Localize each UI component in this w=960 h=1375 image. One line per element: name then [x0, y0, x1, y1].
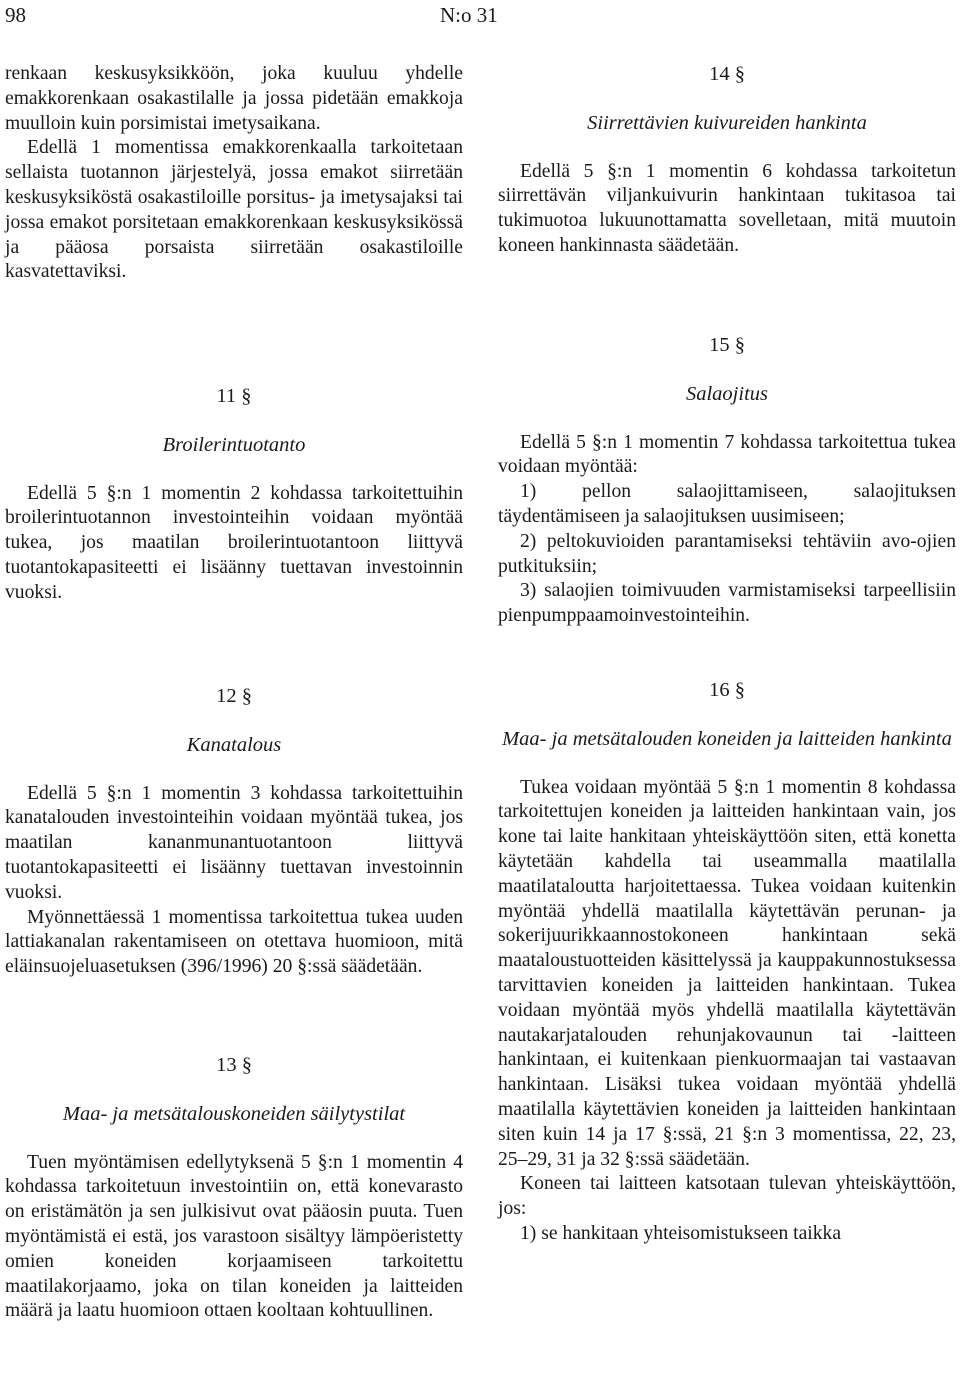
list-item: 3) salaojien toimivuuden varmistamiseksi tarpeellisiin pienpumppaamoinvestointeihin. [498, 580, 956, 627]
paragraph: Edellä 5 §:n 1 momentin 3 kohdassa tarkoitettuihin kanatalouden investointeihin voidaan myöntää tukea, jos maatilan kananmunantuotantoon liittyvä tuotantokapasiteetti ei lisäänny tuettavan investoinnin vuoksi. [5, 782, 463, 903]
paragraph: Koneen tai laitteen katsotaan tulevan yhteiskäyttöön, jos: [498, 1173, 956, 1220]
section-13 [5, 1053, 463, 1324]
paragraph: Edellä 5 §:n 1 momentin 7 kohdassa tarkoitettua tukea voidaan myöntää: [498, 431, 956, 478]
section-number: 12 § [216, 685, 252, 707]
paragraph: Tuen myöntämisen edellytyksenä 5 §:n 1 momentin 4 kohdassa tarkoitetuun investointiin on, että konevarasto on eristämätön ja sen julkisivut ovat pääosin puuta. Tuen myöntämistä ei estä, jos varastoon sisältyy lämpöeristetty omien koneiden korjaamiseen tarkoitettu maatilakorjaamo, joka on tilan koneiden ja laitteiden määrä ja laatu huomioon ottaen kooltaan kohtuullinen. [5, 1151, 463, 1322]
section-16 [498, 678, 956, 1247]
paragraph: renkaan keskusyksikköön, joka kuuluu yhdelle emakkorenkaan osakastilalle ja jossa pidetään emakkoja muulloin kuin porsimistai imetysaikana. [5, 63, 463, 134]
section-heading: Broilerintuotanto [162, 433, 306, 456]
paragraph: Edellä 1 momentissa emakkorenkaalla tarkoitetaan sellaista tuotannon järjestelyä, jossa emakot siirretään keskusyksiköstä osakastiloille porsitus- ja imetysajaksi tai jossa emakot porsitetaan emakkorenkaan keskusyksikössä ja pääosa porsaista siirretään osakastiloille kasvatettaviksi. [5, 137, 463, 283]
paragraph: Edellä 5 §:n 1 momentin 2 kohdassa tarkoitettuihin broilerintuotannon investointeihin voidaan myöntää tukea, jos maatilan broilerintuotantoon liittyvä tuotantokapasiteetti ei lisäänny tuettavan investoinnin vuoksi. [5, 482, 463, 603]
section-number: 14 § [709, 63, 745, 85]
section-heading: Salaojitus [685, 382, 768, 405]
paragraph: Tukea voidaan myöntää 5 §:n 1 momentin 8 kohdassa tarkoitettujen koneiden ja laitteiden hankintaan vain, jos kone tai laite hankitaan yhteiskäyttöön siten, että konetta käytetään kahdella tai useammalla maatilalla maatilataloutta harjoitettaessa. Tukea voidaan kuitenkin myöntää yhdellä maatilalla käytettävän perunan- ja sokerijuurikkaannostokoneen hankintaan sekä maataloustuotteiden käsittelyssä ja kauppakunnostuksessa tarvittavien koneiden ja laitteiden hankintaan. Tukea voidaan myöntää myös yhdellä maatilalla käytettävän nautakarjatalouden rehunjakovaunun tai -laitteen hankintaan, ei kuitenkaan pienkuormaajan tai vastaavan hankintaan. Lisäksi tukea voidaan myöntää yhdellä maatilalla käytettävien koneiden ja laitteiden hankintaan siten kuin 14 ja 17 §:ssä, 21 §:n 3 momentissa, 22, 23, 25–29, 31 ja 32 §:ssä säädetään. [498, 776, 956, 1170]
section-11 [5, 384, 463, 606]
section-number: 11 § [216, 385, 252, 407]
issue-reference: N:o 31 [440, 3, 498, 27]
section-15 [498, 333, 956, 629]
list-item: 1) pellon salaojittamiseen, salaojituksen täydentämiseen ja salaojituksen uusimiseen; [498, 481, 956, 527]
section-heading: Kanatalous [186, 733, 282, 756]
section-12 [5, 684, 463, 980]
section-14 [498, 62, 956, 259]
list-item: 2) peltokuvioiden parantamiseksi tehtäviin avo-ojien putkituksiin; [498, 530, 956, 577]
page-number: 98 [5, 3, 26, 27]
list-item: 1) se hankitaan yhteisomistukseen taikka [520, 1222, 842, 1244]
section-heading: Maa- ja metsätalouden koneiden ja laitteiden hankinta [502, 727, 952, 750]
section-heading: Siirrettävien kuivureiden hankinta [587, 111, 867, 134]
section-number: 15 § [709, 334, 745, 356]
paragraph: Edellä 5 §:n 1 momentin 6 kohdassa tarkoitetun siirrettävän viljankuivurin hankintaan tukitasoa tai tukimuotoa lukuunottamatta sovelletaan, mitä muutoin koneen hankinnasta säädetään. [498, 160, 956, 256]
paragraph: Myönnettäessä 1 momentissa tarkoitettua tukea uuden lattiakanalan rakentamiseen on otettava huomioon, mitä eläinsuojeluasetuksen (396/1996) 20 §:ssä säädetään. [5, 906, 463, 978]
section-number: 16 § [709, 679, 745, 701]
intro-continuation [5, 62, 463, 285]
section-heading: Maa- ja metsätalouskoneiden säilytystilat [62, 1102, 406, 1125]
section-number: 13 § [216, 1054, 252, 1076]
